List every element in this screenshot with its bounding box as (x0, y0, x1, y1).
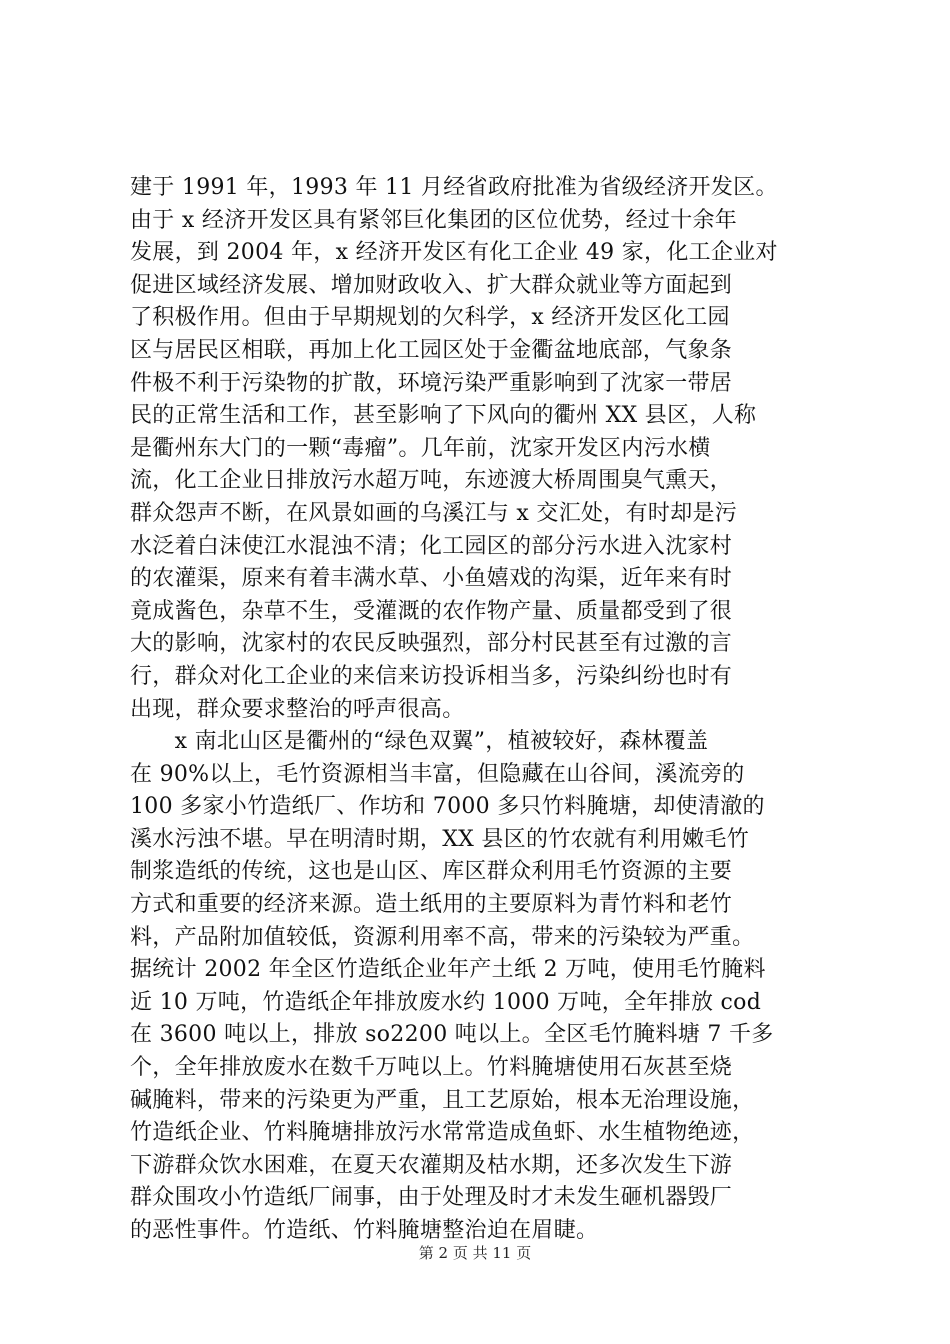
text-line: 建于 1991 年，1993 年 11 月经省政府批准为省级经济开发区。 (130, 175, 778, 200)
text-line: 据统计 2002 年全区竹造纸企业年产土纸 2 万吨，使用毛竹腌料 (130, 957, 766, 983)
text-line: 水泛着白沫使江水混浊不清；化工园区的部分污水进入沈家村 (130, 533, 733, 559)
text-line: 的农灌渠，原来有着丰满水草、小鱼嬉戏的沟渠，近年来有时 (130, 566, 733, 592)
text-line: 区与居民区相联，再加上化工园区处于金衢盆地底部，气象条 (130, 337, 733, 363)
text-line: 流，化工企业日排放污水超万吨，东迹渡大桥周围臭气熏天， (130, 468, 733, 494)
text-line: 行，群众对化工企业的来信来访投诉相当多，污染纠纷也时有 (130, 663, 733, 689)
text-line: 群众围攻小竹造纸厂闹事，由于处理及时才未发生砸机器毁厂 (130, 1185, 733, 1211)
text-line: 制浆造纸的传统，这也是山区、库区群众利用毛竹资源的主要 (130, 859, 733, 885)
text-line: 下游群众饮水困难，在夏天农灌期及枯水期，还多次发生下游 (130, 1152, 733, 1178)
text-line: 促进区域经济发展、增加财政收入、扩大群众就业等方面起到 (130, 272, 733, 298)
text-line: 由于 x 经济开发区具有紧邻巨化集团的区位优势，经过十余年 (130, 207, 738, 233)
text-line: 方式和重要的经济来源。造土纸用的主要原料为青竹料和老竹 (130, 892, 733, 918)
text-line: x 南北山区是衢州的“绿色双翼”，植被较好，森林覆盖 (130, 729, 709, 755)
text-line: 在 3600 吨以上，排放 so2200 吨以上。全区毛竹腌料塘 7 千多 (130, 1022, 774, 1048)
text-line: 个，全年排放废水在数千万吨以上。竹料腌塘使用石灰甚至烧 (130, 1055, 733, 1081)
text-line: 料，产品附加值较低，资源利用率不高，带来的污染较为严重。 (130, 924, 755, 950)
text-line: 竟成酱色，杂草不生，受灌溉的农作物产量、质量都受到了很 (130, 598, 733, 624)
text-line: 的恶性事件。竹造纸、竹料腌塘整治迫在眉睫。 (130, 1218, 599, 1243)
page-number-footer: 第 2 页 共 11 页 (418, 1244, 532, 1262)
text-line: 民的正常生活和工作，甚至影响了下风向的衢州 XX 县区，人称 (130, 403, 757, 429)
text-line: 发展，到 2004 年，x 经济开发区有化工企业 49 家，化工企业对 (130, 240, 778, 266)
text-line: 群众怨声不断，在风景如画的乌溪江与 x 交汇处，有时却是污 (130, 500, 738, 526)
text-line: 在 90%以上，毛竹资源相当丰富，但隐藏在山谷间，溪流旁的 (130, 761, 745, 787)
text-line: 出现，群众要求整治的呼声很高。 (130, 696, 465, 722)
text-line: 了积极作用。但由于早期规划的欠科学，x 经济开发区化工园 (130, 305, 730, 331)
text-line: 是衢州东大门的一颗“毒瘤”。几年前，沈家开发区内污水横 (130, 435, 711, 461)
text-line: 碱腌料，带来的污染更为严重，且工艺原始，根本无治理设施， (130, 1087, 755, 1113)
body-text (130, 172, 830, 1248)
text-line: 近 10 万吨，竹造纸企年排放废水约 1000 万吨，全年排放 cod (130, 989, 762, 1015)
text-line: 大的影响，沈家村的农民反映强烈，部分村民甚至有过激的言 (130, 631, 733, 657)
text-line: 件极不利于污染物的扩散，环境污染严重影响到了沈家一带居 (130, 370, 733, 396)
text-line: 100 多家小竹造纸厂、作坊和 7000 多只竹料腌塘，却使清澈的 (130, 794, 765, 820)
text-line: 竹造纸企业、竹料腌塘排放污水常常造成鱼虾、水生植物绝迹， (130, 1120, 755, 1146)
text-line: 溪水污浊不堪。早在明清时期，XX 县区的竹农就有利用嫩毛竹 (130, 826, 750, 852)
